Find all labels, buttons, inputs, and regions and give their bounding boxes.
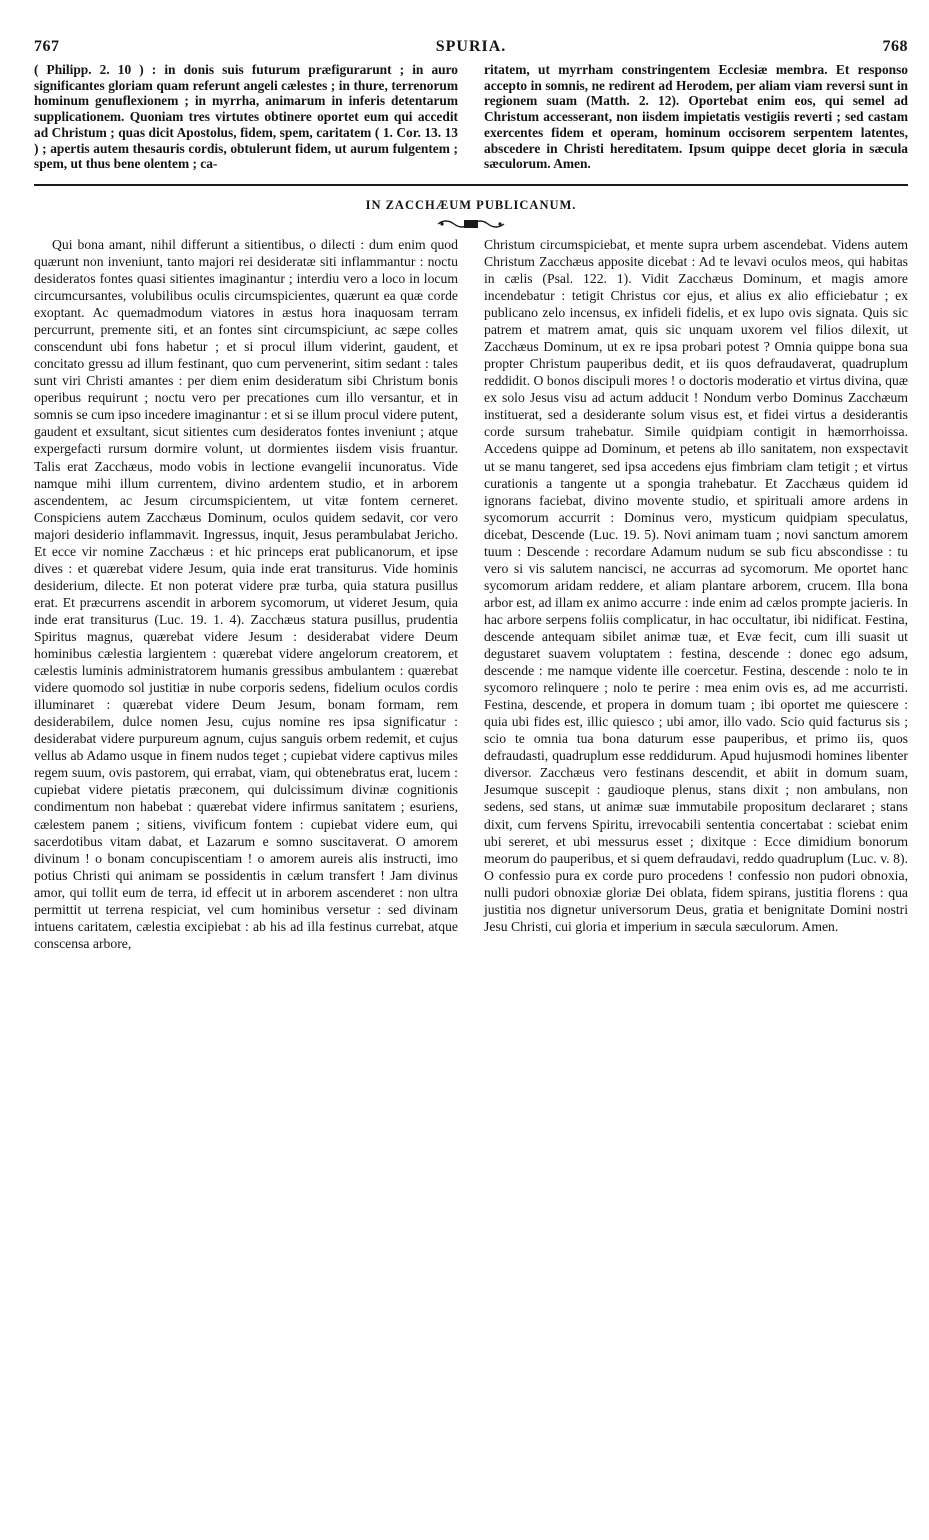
top-text-block xyxy=(34,62,908,172)
running-title: SPURIA. xyxy=(435,38,507,55)
main-right-column xyxy=(484,236,908,952)
section-divider xyxy=(34,184,908,186)
page-number-left: 767 xyxy=(34,38,60,55)
main-left-paragraph: Qui bona amant, nihil differunt a sitientibus, o dilecti : dum enim quod quærunt non inveniunt, tanto majori rei desideratæ siti inflammantur : noctu desideratos fontes quasi sitientes imaginantur ; interdiu vero a loco in locum circumcursantes, volubilibus oculis circumspicientes, quærunt ea quæ corde exoptant. Ac quemadmodum viatores in æstus hora inaquosam terram percurrunt, premente siti, et an fontes sint circumspiciunt, ac sæpe colles conscendunt ubi fons habetur ; et si procul illum viderint, gaudent, et concitato gressu ad illum festinant, quo cum pervenerint, sitim sedant : tales sunt viri Christi amantes : per diem enim desideratum sibi Christum bonis operibus requirunt ; noctu vero per precationes cum illo versantur, et in somnis se cum ipso incedere imaginantur : et si se illum procul videre putent, gaudent et exsultant, sicut sitientes cum desideratos fontes inveniunt ; atque expergefacti rursum dormire volunt, ut dormientes iisdem visis fruantur. Talis erat Zacchæus, modo vobis in lectione evangelii incunoratus. Vide namque mihi illum currentem, divino ardentem studio, et in arborem ascendentem, ac Jesum circumspicientem, ut vitæ fontem cerneret. Conspiciens autem Zacchæus Dominum, oculos quidem sedavit, cor vero majori desiderio inflammavit. Ingressus, inquit, Jesus perambulabat Jericho. Et ecce vir nomine Zacchæus : et hic princeps erat publicanorum, et ipse dives : et quærebat videre Jesum, quia inde erat transiturus. Vide hominis desiderium, dilecte. Et non poterat videre præ turba, quia statura pusillus erat. Et præcurrens ascendit in arborem sycomorum, ut videret Jesum, quia inde erat transiturus (Luc. 19. 1. 4). Zacchæus statura pusillus, prudentia Spiritus magnus, quærebat videre Jesum : desiderabat videre Deum hominibus cælestia largientem : quærebat videre angelorum creatorem, et cælestis luminis administratorem humanis gressibus ambulantem : quærebat videre quomodo sol justitiæ in nube corporis sedens, fidelium oculos cordis illuminaret : quærebat videre Deum Jesum, bonam formam, rem desiderabilem, dulce nomen Jesu, cujus nomine res ipsa significatur : desiderabat videre purpureum agnum, cujus sanguis orbem redemit, et cujus vellus ab Adamo usque in finem nudos teget ; cupiebat videre captivus miles regem suum, ovis pastorem, qui errabat, viam, qui obtenebratus erat, lucem : cupiebat videre pietatis præconem, qui dulcissimum divinæ cognitionis condimentum non habebat : quærebat videre infirmus sanitatem ; esuriens, cælestem panem ; sitiens, vivificum fontem : cupiebat videre eum, qui sacerdotibus vitam dabat, et Lazarum e somno suscitaverat. O amorem divinum ! o bonam concupiscentiam ! o amorem aureis alis instructi, imo potius Christi qui animam se possidentis in cælum transfert ! Jam divinus amor, qui tollit eum de terra, id effecit ut in arborem ascenderet : non ultra permittit ut terrena respiciat, vel cum hominibus versetur : sed divinam intuens caritatem, cælestia excipiebat : ab his ad illa festinus currebat, atque conscensa arbore, xyxy=(34,236,458,951)
page-number-right: 768 xyxy=(882,38,908,55)
main-text-block xyxy=(34,236,908,952)
main-right-paragraph: Christum circumspiciebat, et mente supra urbem ascendebat. Videns autem Christum Zacchæus apposite dicebat : Ad te levavi oculos meos, qui habitas in cælis (Psal. 122. 1). Vidit Zacchæus Dominum, et magis amore incendebatur : tetigit Christus cor ejus, et alius ex alio efficiebatur ; ex publicano zelo incensus, ex infideli fidelis, et ex lupo ovis signata. Quis sic patrem et matrem amat, quis sic unquam uxorem vel filios dilexit, ut Zacchæus Dominum, ut ex re ipsa probari potest ? Omnia quippe bona sua propter Christum pauperibus dedit, et iis quos defraudaverat, quadruplum reddidit. O bonos discipuli mores ! o doctoris moderatio et virtus divina, quæ ex solo Jesus visu ad actum adducit ! Nondum verbo Dominus Zacchæum instituerat, sed a desiderante solum visus est, et fidei virtus a desiderantis corde sursum trahebatur. Simile quidpiam contigit in hæmorrhoissa. Accedens quippe ad Dominum, et petens ab illo sanitatem, non exspectavit ut se manu tangeret, sed ipsa accedens ejus fimbriam clam tetigit ; et virtus curationis a tangente ut a spongia trahebatur. Et Zacchæus quidem id ignorans faciebat, divino movente studio, et spirituali amore ardens in sycomorum accurrit : Dominus vero, mysticum quidpiam speculatus, dicebat, Descende (Luc. 19. 5). Novi animam tuam ; novi sanctum amorem tuum : Descende : recordare Adamum nudum se sub ficu abscondisse : tu vero si vis salutem nancisci, ne accurras ad sycomorum. Me oportet hanc sycomorum aridam reddere, et aliam plantare arborem, crucem. Illa bona arbor est, ad illam ex animo accurre : inde enim ad cælos prompte jacieris. In hac arbore serpens foliis complicatur, in hac occultatur, ibi nidificat. Festina, descende antequam sibilet animæ tuæ, et Evæ fecit, cum illi suasit ut degustaret suavem voluptatem : festina, descende : donec ego adsum, descende : me namque vidente ille coercetur. Festina, descende : nolo te in sycomoro relinquere ; nolo te perire : mea enim ovis es, ad me accurristi. Festina, descende, et propera in domum tuam ; ibi oportet me quiescere : quia ubi fides est, illic quiesco ; ubi amor, illo vado. Scio quid facturus sis ; scio te omnia tua bona daturum esse pauperibus, et primo iis, quos defraudasti, quadruplum esse reddidurum. Apud hujusmodi homines libenter diversor. Zacchæus vero festinans descendit, et abiit in domum suam, Jesumque suscepit : gaudioque plenus, stans dixit ; non ambulans, non sedens, sed stans, ut animæ suæ immutabile propositum declararet ; stans dixit, cum fervens Spiritu, irrevocabili sententia concertabat : sciebat enim ubi sereret, et ubi messurus esset ; dixitque : Ecce dimidium bonorum meorum do pauperibus, et si quem defraudavi, reddo quadruplum (Luc. v. 8). O confessio pura ex corde puro procedens ! confessio non pudori obnoxia, nulli pudori obnoxiæ gloriæ Dei oblata, fidem spirans, justitia florens : qua justitia nos dignetur universorum Deus, gratia et benignitate Domini nostri Jesu Christi, cui gloria et imperium in sæcula sæculorum. Amen. xyxy=(484,236,908,934)
page-header xyxy=(34,38,908,62)
top-right-paragraph: ritatem, ut myrrham constringentem Ecclesiæ membra. Et responso accepto in somnis, ne redirent ad Herodem, per aliam viam reversi sunt in regionem suam (Matth. 2. 12). Oportebat enim eos, qui semel ad Christum accesserant, non iisdem impietatis vestigiis reverti ; sed castam exercentes fidem et operam, hominum occisorem serpentem latentes, abscedere in Christi hereditatem. Ipsum quippe decet gloria in sæcula sæculorum. Amen. xyxy=(484,62,908,172)
section-title: IN ZACCHÆUM PUBLICANUM. xyxy=(365,197,577,212)
top-left-column xyxy=(34,62,458,172)
ornament-icon xyxy=(436,218,506,230)
top-left-paragraph: ( Philipp. 2. 10 ) : in donis suis futurum præfigurarunt ; in auro significantes gloriam quam referunt angeli cælestes ; in thure, terrenorum hominum genuflexionem ; in myrrha, animarum in inferis detentarum supplicationem. Quoniam tres virtutes obtinere oportet eum qui accedit ad Christum ; quas dicit Apostolus, fidem, spem, caritatem ( 1. Cor. 13. 13 ) ; apertis autem thesauris cordis, obtulerunt fidem, ut aurum fulgentem ; spem, ut thus bene olentem ; ca- xyxy=(34,62,458,172)
main-left-column xyxy=(34,236,458,952)
top-right-column xyxy=(484,62,908,172)
page xyxy=(34,38,908,952)
